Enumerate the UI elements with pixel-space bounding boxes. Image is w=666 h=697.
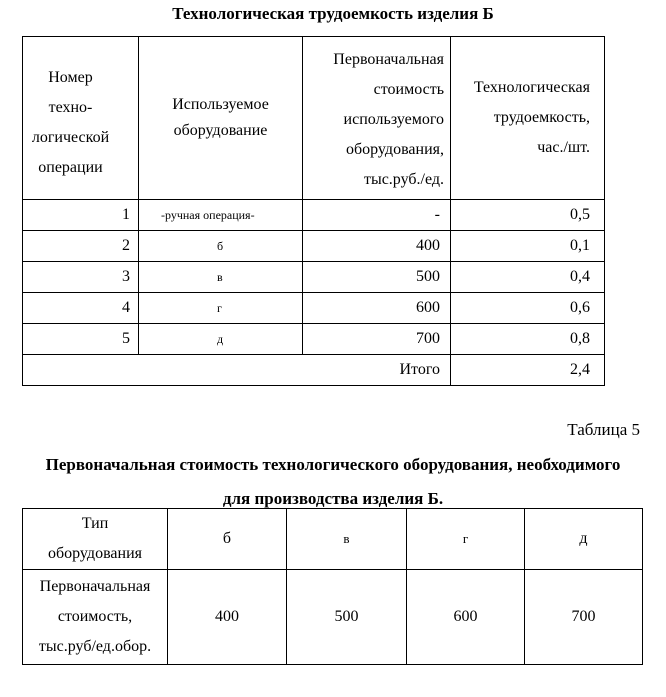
op-number-cell: 3 (23, 262, 139, 293)
type-cell: б (168, 509, 287, 570)
cost-value-cell: 400 (168, 570, 287, 665)
cost-label-cell: Первоначальная стоимость, тыс.руб/ед.обор. (23, 570, 168, 665)
equipment-type-row (23, 509, 643, 570)
cost-cell: 500 (303, 262, 451, 293)
initial-cost-row (23, 570, 643, 665)
type-cell: г (407, 509, 525, 570)
type-cell: д (525, 509, 643, 570)
table-row (23, 262, 605, 293)
cost-cell: 600 (303, 293, 451, 324)
header-initial-cost: Первоначальная стоимость используемого оборудования, тыс.руб./ед. (303, 37, 451, 200)
cost-value-cell: 600 (407, 570, 525, 665)
header-op-number: Номер техно- логической операции (23, 37, 139, 200)
table1-header-row (23, 37, 605, 200)
equipment-cell: г (139, 293, 303, 324)
labor-cell: 0,6 (451, 293, 605, 324)
table-row (23, 200, 605, 231)
table-row (23, 293, 605, 324)
table-row (23, 231, 605, 262)
table2-title (0, 448, 666, 516)
cost-cell: 400 (303, 231, 451, 262)
table-number-label: Таблица 5 (567, 420, 640, 439)
equipment-cell: б (139, 231, 303, 262)
labor-cell: 0,8 (451, 324, 605, 355)
table2-title-line1: Первоначальная стоимость технологического оборудования, необходимого (45, 455, 621, 474)
header-labor-intensity: Технологическая трудоемкость, час./шт. (451, 37, 605, 200)
table2-title-line2: для производства изделия Б. (222, 489, 444, 508)
labor-intensity-table (22, 36, 605, 386)
header-equipment: Используемое оборудование (139, 37, 303, 200)
labor-cell: 0,4 (451, 262, 605, 293)
table1-title: Технологическая трудоемкость изделия Б (172, 4, 494, 23)
cost-value-cell: 500 (287, 570, 407, 665)
type-cell: в (287, 509, 407, 570)
equipment-cost-table (22, 508, 643, 665)
total-row (23, 355, 605, 386)
type-label-cell: Тип оборудования (23, 509, 168, 570)
op-number-cell: 5 (23, 324, 139, 355)
cost-cell: 700 (303, 324, 451, 355)
op-number-cell: 4 (23, 293, 139, 324)
op-number-cell: 1 (23, 200, 139, 231)
op-number-cell: 2 (23, 231, 139, 262)
equipment-cell: в (139, 262, 303, 293)
labor-cell: 0,5 (451, 200, 605, 231)
total-value: 2,4 (451, 355, 605, 386)
total-label: Итого (23, 355, 451, 386)
equipment-cell: д (139, 324, 303, 355)
equipment-cell: -ручная операция- (139, 200, 303, 231)
table-row (23, 324, 605, 355)
cost-cell: - (303, 200, 451, 231)
labor-cell: 0,1 (451, 231, 605, 262)
cost-value-cell: 700 (525, 570, 643, 665)
